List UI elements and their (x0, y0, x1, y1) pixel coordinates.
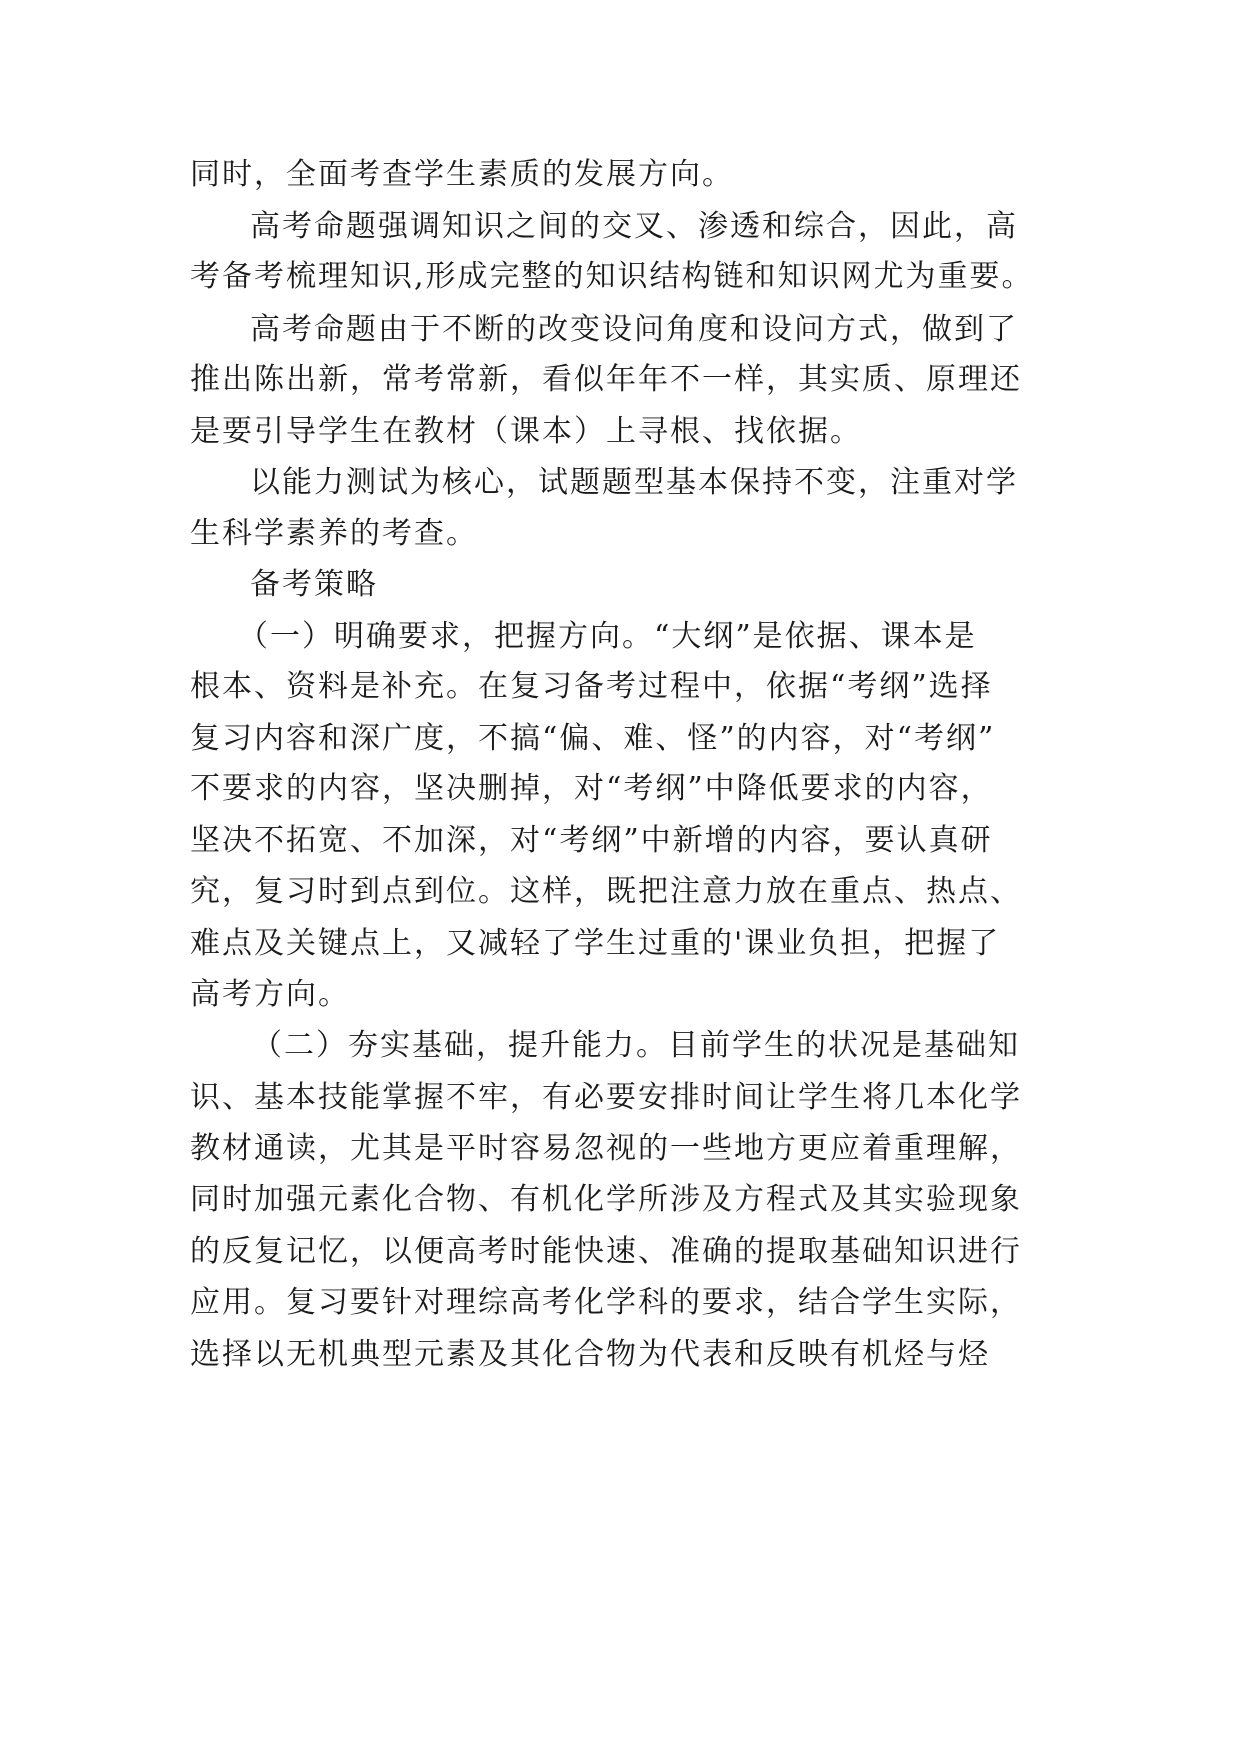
text-line: 不要求的内容，坚决删掉，对“考纲”中降低要求的内容， (190, 771, 993, 806)
text-line: 同时，全面考查学生素质的发展方向。 (190, 157, 734, 192)
text-line: 以能力测试为核心，试题题型基本保持不变，注重对学 (250, 465, 1018, 500)
text-line: 同时加强元素化合物、有机化学所涉及方程式及其实验现象 (190, 1182, 1022, 1217)
text-line: 生科学素养的考查。 (190, 516, 478, 551)
text-line: 根本、资料是补充。在复习备考过程中，依据“考纲”选择 (190, 669, 993, 704)
text-line: 教材通读，尤其是平时容易忽视的一些地方更应着重理解， (190, 1131, 1022, 1166)
text-line: 难点及关键点上，又减轻了学生过重的'课业负担，把握了 (190, 926, 1001, 961)
text-line: 高考方向。 (190, 977, 350, 1012)
text-line: 复习内容和深广度，不搞“偏、难、怪”的内容，对“考纲” (190, 721, 996, 756)
text-line: 选择以无机典型元素及其化合物为代表和反映有机烃与烃 (190, 1337, 990, 1372)
section-heading: 备考策略 (250, 567, 378, 602)
text-line: （一）明确要求，把握方向。“大纲”是依据、课本是 (238, 619, 977, 654)
text-line: 高考命题强调知识之间的交叉、渗透和综合，因此，高 (250, 209, 1018, 244)
text-line: 的反复记忆，以便高考时能快速、准确的提取基础知识进行 (190, 1234, 1022, 1269)
text-line: 考备考梳理知识,形成完整的知识结构链和知识网尤为重要。 (190, 259, 1034, 294)
text-line: 坚决不拓宽、不加深，对“考纲”中新增的内容，要认真研 (190, 823, 993, 858)
text-line: 究，复习时到点到位。这样，既把注意力放在重点、热点、 (190, 874, 1022, 909)
text-line: 高考命题由于不断的改变设问角度和设问方式，做到了 (250, 312, 1018, 347)
text-line: 推出陈出新，常考常新，看似年年不一样，其实质、原理还 (190, 362, 1022, 397)
text-line: （二）夯实基础，提升能力。目前学生的状况是基础知 (252, 1028, 1020, 1063)
text-line: 是要引导学生在教材（课本）上寻根、找依据。 (190, 414, 862, 449)
text-line: 识、基本技能掌握不牢，有必要安排时间让学生将几本化学 (190, 1080, 1022, 1115)
text-line: 应用。复习要针对理综高考化学科的要求，结合学生实际， (190, 1285, 1022, 1320)
